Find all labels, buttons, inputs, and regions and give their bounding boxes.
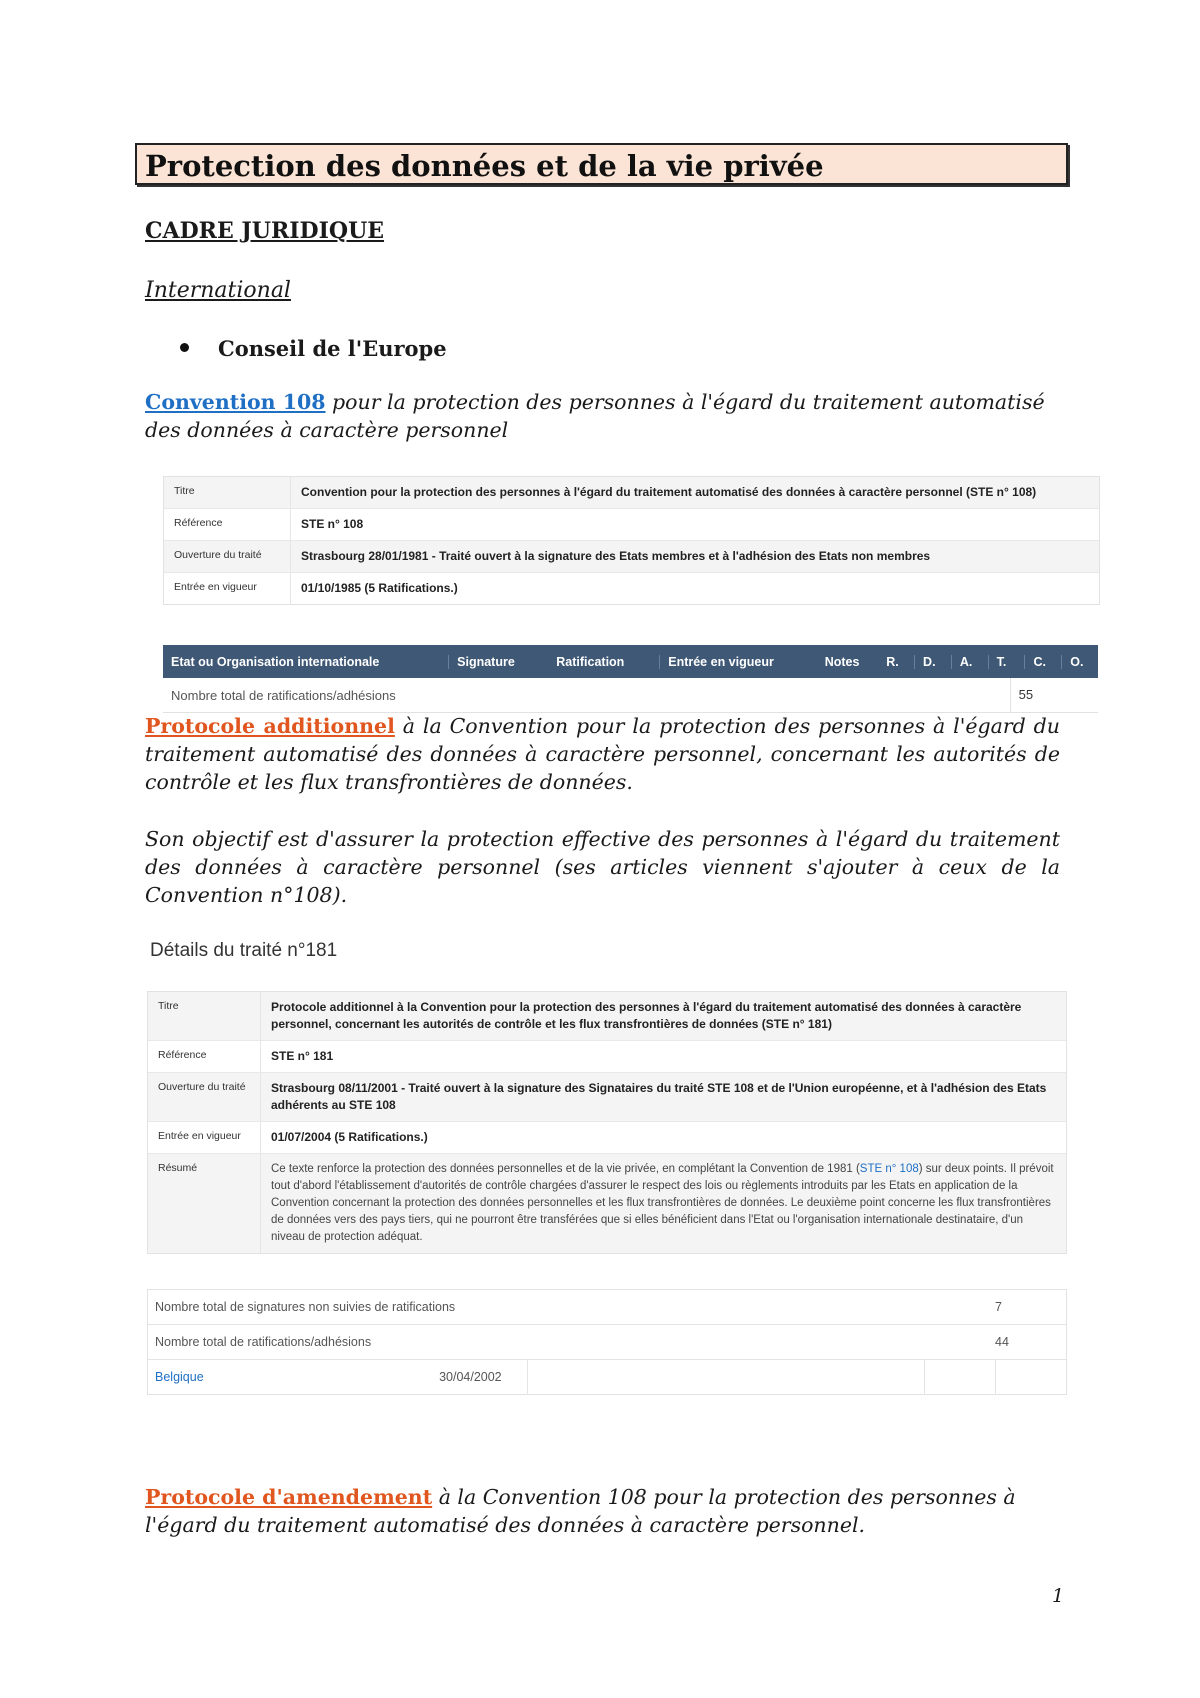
row-label: Résumé [158, 1162, 198, 1174]
protocole-additionnel-link[interactable]: Protocole additionnel [145, 714, 395, 738]
row-label: Titre [174, 485, 195, 497]
column-header[interactable]: Ratification [556, 654, 625, 669]
table-row [148, 1154, 1066, 1253]
section-heading: CADRE JURIDIQUE [145, 218, 385, 244]
page-number: 1 [1052, 1585, 1065, 1607]
row-value: STE n° 108 [290, 509, 1099, 540]
table-row [148, 1360, 1066, 1394]
column-header[interactable]: Entrée en vigueur [659, 655, 817, 669]
title-box [135, 143, 1068, 185]
row-label: Entrée en vigueur [158, 1130, 241, 1142]
ratification-table [163, 645, 1098, 713]
table-row [164, 477, 1099, 509]
treaty181-stats [147, 1289, 1067, 1395]
table-row [148, 1122, 1066, 1154]
protocole-amendement-paragraph [145, 1483, 1060, 1539]
table-row [164, 509, 1099, 541]
row-label: Ouverture du traité [158, 1081, 246, 1093]
table-row [148, 992, 1066, 1041]
protocole-amendement-link[interactable]: Protocole d'amendement [145, 1485, 433, 1509]
resume-text: ) sur deux points. Il prévoit tout d'abord l'établissement d'autorités de contrôle chargées d'assurer le respect des lois ou règlements introduits par les Etats en application de la Convention concernant la protection des données personnelles et les flux transfrontières de données. Le deuxième point concerne les flux transfrontières de données vers des pays tiers, qui ne pourront être transférées que si elles bénéficient dans l'Etat ou l'organisation internationale destinataire, d'un niveau de protection adéquat. [271, 1163, 1054, 1243]
total-value: 55 [1010, 678, 1098, 712]
signatures-label: Nombre total de signatures non suivies de ratifications [155, 1300, 456, 1314]
column-header[interactable]: Etat ou Organisation internationale [171, 654, 380, 669]
treaty181-table [147, 991, 1067, 1254]
convention108-text: pour la protection des personnes à l'égard du traitement automatisé des données à caractère personnel [145, 390, 1045, 442]
objectif-paragraph: Son objectif est d'assurer la protection effective des personnes à l'égard du traitement des données à caractère personnel (ses articles viennent s'ajouter à ceux de la Convention n°108). [145, 827, 1060, 907]
row-value: 01/07/2004 (5 Ratifications.) [260, 1122, 1066, 1153]
protocole-additionnel-paragraph [145, 712, 1060, 796]
row-value: Convention pour la protection des personnes à l'égard du traitement automatisé des données à caractère personnel (STE n° 108) [290, 477, 1099, 508]
country-date: 30/04/2002 [439, 1370, 502, 1384]
column-header[interactable]: C. [1024, 655, 1061, 669]
table-row [148, 1073, 1066, 1122]
protocole-additionnel-text: à la Convention pour la protection des personnes à l'égard du traitement automatisé des données à caractère personnel, concernant les autorités de contrôle et les flux transfrontières de données. [145, 714, 1060, 794]
row-value: Strasbourg 28/01/1981 - Traité ouvert à la signature des Etats membres et à l'adhésion des Etats non membres [290, 541, 1099, 572]
resume-link[interactable]: STE n° 108 [859, 1163, 919, 1175]
country-link[interactable]: Belgique [155, 1370, 204, 1384]
table-row [148, 1325, 1066, 1360]
table-row [164, 541, 1099, 573]
ratifications-label: Nombre total de ratifications/adhésions [155, 1335, 372, 1349]
ratifications-value: 44 [995, 1335, 1009, 1349]
empty-cell [527, 1360, 925, 1394]
total-label: Nombre total de ratifications/adhésions [171, 687, 396, 703]
row-label: Titre [158, 1000, 179, 1012]
protocole-amendement-text: à la Convention 108 pour la protection des personnes à l'égard du traitement automatisé des données à caractère personnel. [145, 1485, 1016, 1537]
column-header[interactable]: O. [1061, 655, 1098, 669]
table-row [148, 1290, 1066, 1325]
table-row [163, 678, 1098, 713]
table-row [148, 1041, 1066, 1073]
column-header[interactable]: R. [886, 654, 899, 669]
page-title: Protection des données et de la vie privée [145, 149, 824, 183]
row-label: Référence [174, 517, 223, 529]
row-label: Entrée en vigueur [174, 581, 257, 593]
bullet-icon [180, 343, 189, 352]
table-row [164, 573, 1099, 604]
row-value: Protocole additionnel à la Convention pour la protection des personnes à l'égard du traitement automatisé des données à caractère personnel, concernant les autorités de contrôle et les flux transfrontières de données (STE n° 181) [260, 992, 1066, 1040]
row-value: 01/10/1985 (5 Ratifications.) [290, 573, 1099, 604]
column-header[interactable]: Signature [448, 655, 548, 669]
details-title: Détails du traité n°181 [150, 940, 338, 961]
column-header[interactable]: T. [988, 655, 1025, 669]
row-label: Ouverture du traité [174, 549, 262, 561]
convention108-link[interactable]: Convention 108 [145, 390, 326, 414]
row-label: Référence [158, 1049, 207, 1061]
empty-cell [995, 1360, 1066, 1394]
signatures-value: 7 [995, 1300, 1002, 1314]
bullet-item: Conseil de l'Europe [218, 336, 447, 361]
row-value: STE n° 181 [260, 1041, 1066, 1072]
convention108-paragraph [145, 388, 1060, 444]
treaty108-table [163, 476, 1100, 605]
row-value: Strasbourg 08/11/2001 - Traité ouvert à la signature des Signataires du traité STE 108 et de l'Union européenne, et à l'adhésion des Etats adhérents au STE 108 [260, 1073, 1066, 1121]
resume-text: Ce texte renforce la protection des données personnelles et de la vie privée, en complétant la Convention de 1981 ( [271, 1163, 860, 1175]
column-header[interactable]: Notes [824, 654, 860, 669]
table-header [163, 645, 1098, 678]
resume-value [260, 1154, 1066, 1253]
subsection-heading: International [145, 278, 291, 303]
column-header[interactable]: D. [914, 655, 951, 669]
empty-cell [924, 1360, 995, 1394]
column-header[interactable]: A. [951, 655, 988, 669]
